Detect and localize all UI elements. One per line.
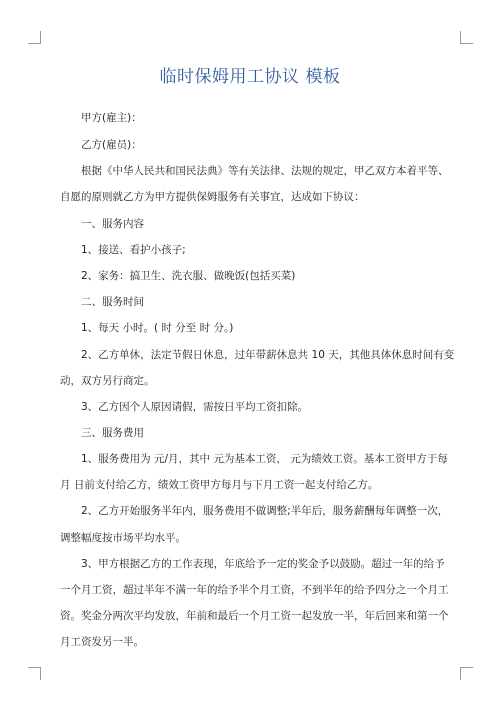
- service-fee-item-3-line-1: 3、甲方根据乙方的工作表现，年底给予一定的奖金予以鼓励。超过一年的给予: [81, 558, 445, 570]
- service-fee-item-1-line-1: 1、服务费用为 元/月，其中 元为基本工资， 元为绩效工资。基本工资甲方于每: [81, 453, 448, 465]
- section-heading-service-time: 二、服务时间: [81, 296, 144, 308]
- crop-mark-bottom-left: [28, 667, 41, 680]
- service-content-item-2: 2、家务：搞卫生、洗衣服、做晚饭(包括买菜): [81, 270, 296, 282]
- service-fee-item-2-line-2: 调整幅度按市场平均水平。: [60, 532, 186, 544]
- service-time-item-1: 1、每天 小时。( 时 分至 时 分。): [81, 322, 234, 334]
- employee-line: 乙方(雇员)：: [81, 139, 142, 151]
- crop-mark-top-right: [460, 31, 473, 44]
- preamble-line-2: 自愿的原则就乙方为甲方提供保姆服务有关事宜，达成如下协议：: [60, 191, 365, 203]
- service-fee-item-3-line-3: 资。奖金分两次平均发放，年前和最后一个月工资一起发放一半，年后回来和第一个: [60, 610, 449, 622]
- service-fee-item-2-line-1: 2、乙方开始服务半年内，服务费用不做调整;半年后，服务薪酬每年调整一次，: [81, 505, 449, 517]
- crop-mark-top-left: [28, 31, 41, 44]
- service-fee-item-1-line-2: 月 日前支付给乙方，绩效工资甲方每月与下月工资一起支付给乙方。: [60, 479, 379, 491]
- document-title: 临时保姆用工协议 模板: [159, 67, 341, 87]
- service-fee-item-3-line-2: 一个月工资，超过半年不满一年的给予半个月工资，不到半年的给予四分之一个月工: [60, 584, 449, 596]
- crop-mark-bottom-right: [460, 667, 473, 680]
- preamble-line-1: 根据《中华人民共和国民法典》等有关法律、法规的规定，甲乙双方本着平等、: [81, 165, 449, 177]
- service-fee-item-3-line-4: 月工资发另一半。: [60, 636, 144, 648]
- section-heading-service-content: 一、服务内容: [81, 218, 144, 230]
- service-content-item-1: 1、接送、看护小孩子;: [81, 244, 186, 256]
- section-heading-service-fee: 三、服务费用: [81, 427, 144, 439]
- service-time-item-3: 3、乙方因个人原因请假，需按日平均工资扣除。: [81, 401, 309, 413]
- service-time-item-2-line-1: 2、乙方单休，法定节假日休息，过年带薪休息共 10 天，其他具体休息时间有变: [81, 349, 455, 361]
- employer-line: 甲方(雇主)：: [81, 112, 142, 124]
- service-time-item-2-line-2: 动，双方另行商定。: [60, 375, 155, 387]
